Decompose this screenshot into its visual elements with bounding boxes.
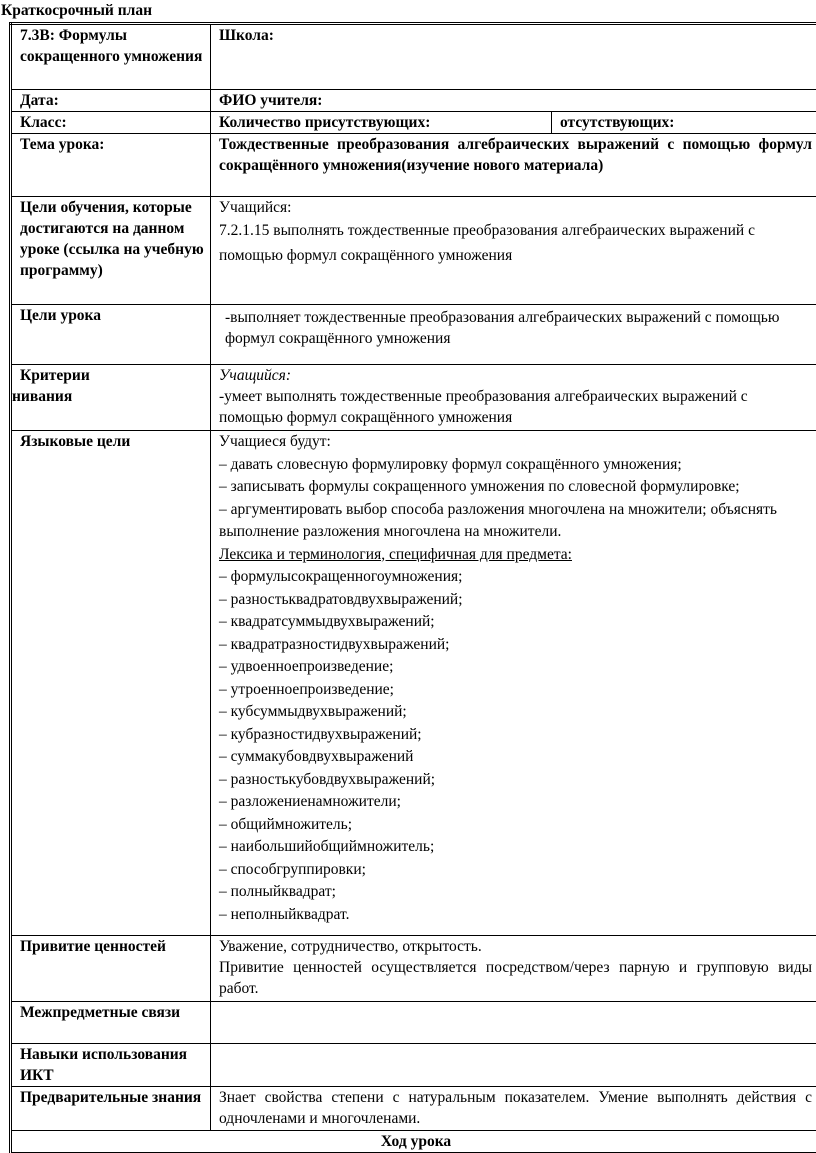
lexicon-item: – общиймножитель; [219,814,812,837]
language-item: – записывать формулы сокращенного умножения по словесной формулировке; [219,476,812,499]
lexicon-item: – полныйквадрат; [219,881,812,904]
lexicon-item: – квадратсуммыдвухвыражений; [219,611,812,634]
values-line2: Привитие ценностей осуществляется посредством/через парную и групповую виды работ. [219,957,812,999]
ict-value [211,1044,816,1087]
teacher-label: ФИО учителя: [211,90,816,112]
lesson-topic-label: Тема урока: [11,134,211,197]
lesson-topic-value: Тождественные преобразования алгебраических выражений с помощью формул сокращённого умножения(изучение нового материала) [211,134,816,197]
criteria-label-line2: нивания [12,386,205,407]
lexicon-item: – кубразностидвухвыражений; [219,724,812,747]
learning-goals-value: 7.2.1.15 выполнять тождественные преобразования алгебраических выражений с помощью формул сокращённого умножения [219,218,812,268]
row-date [11,90,816,112]
prior-knowledge-value: Знает свойства степени с натуральным показателем. Умение выполнять действия с одночленами и многочленами. [211,1087,816,1131]
row-interdisciplinary [11,1002,816,1044]
ict-label: Навыки использования ИКТ [11,1044,211,1087]
language-item: – аргументировать выбор способа разложения многочлена на множители; объяснять выполнение разложения многочлена на множители. [219,499,812,544]
criteria-label-cell [11,365,211,431]
lexicon-item: – неполныйквадрат. [219,904,812,927]
lexicon-item: – квадратразностидвухвыражений; [219,634,812,657]
row-values [11,936,816,1002]
row-ict [11,1044,816,1087]
lexicon-item: – утроенноепроизведение; [219,679,812,702]
lexicon-item: – формулысокращенногоумножения; [219,566,812,589]
lesson-plan-table [9,22,816,1153]
school-cell: Школа: [211,24,816,90]
row-lesson-goals [11,305,816,365]
learning-goals-intro: Учащийся: [219,197,812,218]
row-criteria [11,365,816,431]
learning-goals-cell [211,197,816,305]
values-line1: Уважение, сотрудничество, открытость. [219,936,812,957]
lexicon-item: – наибольшийобщиймножитель; [219,836,812,859]
date-label: Дата: [11,90,211,112]
interdisciplinary-value [211,1002,816,1044]
row-learning-goals [11,197,816,305]
lesson-goals-value: -выполняет тождественные преобразования алгебраических выражений с помощью формул сокращённого умножения [211,305,816,365]
row-lesson-flow [11,1131,816,1153]
present-label: Количество присутствующих: [211,112,552,134]
lexicon-item: – суммакубовдвухвыражений [219,746,812,769]
language-goals-cell [211,431,816,936]
lesson-goals-label: Цели урока [11,305,211,365]
criteria-cell [211,365,816,431]
lesson-flow-heading: Ход урока [11,1131,816,1153]
language-item: – давать словесную формулировку формул сокращённого умножения; [219,454,812,477]
values-cell [211,936,816,1002]
lexicon-item: – разложениенамножители; [219,791,812,814]
lexicon-item: – удвоенноепроизведение; [219,656,812,679]
lexicon-item: – разностьквадратовдвухвыражений; [219,589,812,612]
lexicon-item: – кубсуммыдвухвыражений; [219,701,812,724]
interdisciplinary-label: Межпредметные связи [11,1002,211,1044]
document-title: Краткосрочный план [1,2,152,20]
values-label: Привитие ценностей [11,936,211,1002]
row-prior-knowledge [11,1087,816,1131]
lexicon-item: – способгруппировки; [219,859,812,882]
unit-title-cell: 7.3В: Формулы сокращенного умножения [11,24,211,90]
criteria-intro: Учащийся: [219,365,812,386]
language-intro: Учащиеся будут: [219,431,812,454]
criteria-label-line1: Критерии [20,365,205,386]
lexicon-item: – разностькубовдвухвыражений; [219,769,812,792]
row-unit [11,24,816,90]
language-goals-label: Языковые цели [11,431,211,936]
absent-label: отсутствующих: [552,112,816,134]
criteria-value: -умеет выполнять тождественные преобразования алгебраических выражений с помощью формул сокращённого умножения [219,386,812,428]
lexicon-heading: Лексика и терминология, специфичная для предмета: [219,544,812,567]
row-lesson-topic [11,134,816,197]
learning-goals-label: Цели обучения, которые достигаются на данном уроке (ссылка на учебную программу) [11,197,211,305]
class-label: Класс: [11,112,211,134]
row-language-goals [11,431,816,936]
row-class [11,112,816,134]
prior-knowledge-label: Предварительные знания [11,1087,211,1131]
